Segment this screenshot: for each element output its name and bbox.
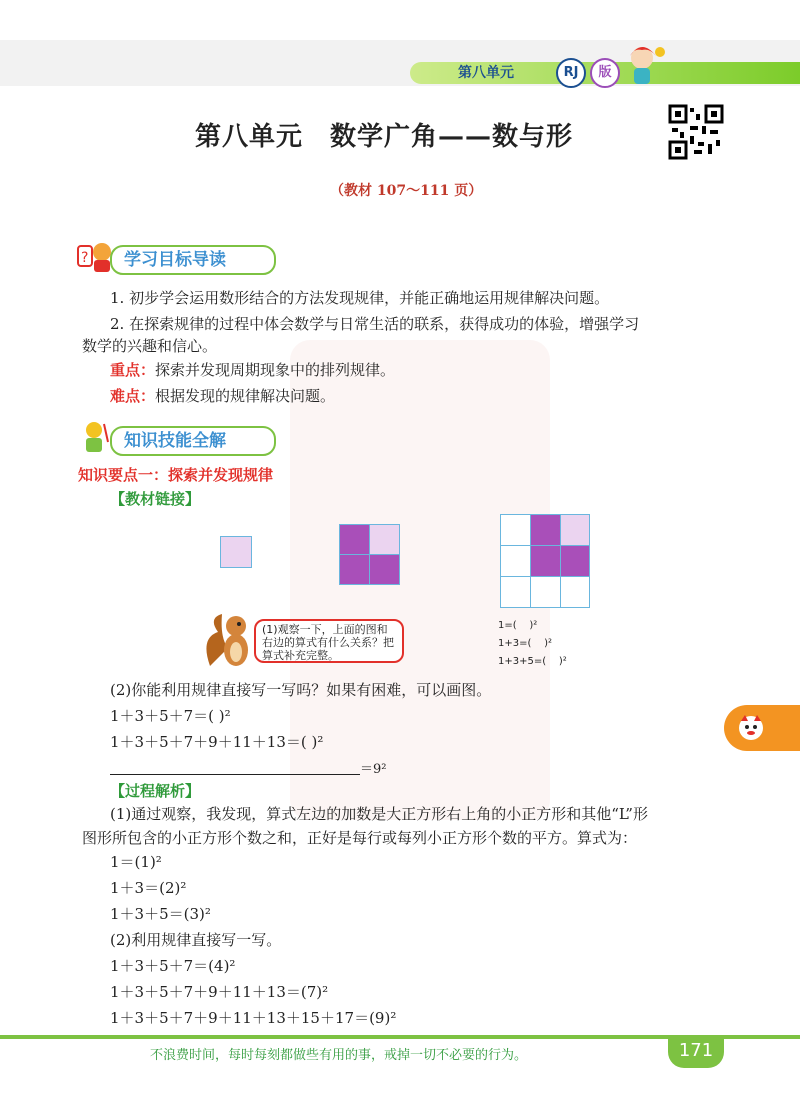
fox-face-icon <box>736 713 766 743</box>
squirrel-mascot-icon <box>204 608 256 670</box>
page-subtitle: （教材 107～111 页） <box>330 183 483 199</box>
grid-square <box>530 514 561 546</box>
goal-item-1: 1. 初步学会运用数形结合的方法发现规律，并能正确地运用规律解决问题。 <box>110 289 610 307</box>
grid-square <box>560 576 590 608</box>
grid-square <box>339 524 370 555</box>
cartoon-writer-icon <box>76 420 112 456</box>
section-heading-skills: 知识技能全解 <box>110 426 276 456</box>
difficulty-point <box>110 386 335 406</box>
grid-square <box>339 554 370 585</box>
question-2-equation-2: 1＋3＋5＋7＋9＋11＋13＝( )² <box>110 733 324 751</box>
analysis-2-equation: 1＋3＋5＋7＋9＋11＋13＝(7)² <box>110 983 329 1001</box>
difficulty-label: 难点： <box>110 387 156 405</box>
analysis-equation: 1＝(1)² <box>110 853 162 871</box>
unit-label: 第八单元 <box>458 65 514 81</box>
page-number: 171 <box>668 1036 724 1068</box>
key-point-text: 探索并发现周期现象中的排列规律。 <box>155 361 396 379</box>
grid-square <box>560 545 590 577</box>
analysis-equation: 1＋3＋5＝(3)² <box>110 905 211 923</box>
question-bubble: (1)观察一下，上面的图和右边的算式有什么关系？把算式补充完整。 <box>254 619 404 663</box>
question-2: (2)你能利用规律直接写一写吗？如果有困难，可以画图。 <box>110 681 492 699</box>
grid-square <box>220 536 252 568</box>
key-point-label: 重点： <box>110 361 156 379</box>
grid-square <box>369 524 400 555</box>
side-tab[interactable] <box>724 705 800 751</box>
section-heading-goals: 学习目标导读 <box>110 245 276 275</box>
textbook-link-label: 【教材链接】 <box>110 490 201 508</box>
rj-badge: RJ <box>556 58 586 88</box>
grid-square <box>500 545 531 577</box>
page-title: 第八单元 数学广角——数与形 <box>195 122 574 152</box>
footer-motto: 不浪费时间，每时每刻都做些有用的事，戒掉一切不必要的行为。 <box>150 1048 528 1063</box>
svg-text:?: ? <box>81 250 89 266</box>
goal-item-2-line2: 数学的兴趣和信心。 <box>82 337 218 355</box>
small-equation-2: 1+3=( )² <box>498 638 553 649</box>
answer-blank-line <box>110 774 360 775</box>
analysis-1-line2: 图形所包含的小正方形个数之和，正好是每行或每列小正方形个数的平方。算式为： <box>82 829 638 847</box>
question-2-equation-3: ＝9² <box>360 762 387 777</box>
edition-badge: 版 <box>590 58 620 88</box>
grid-square <box>530 545 561 577</box>
grid-square <box>500 576 531 608</box>
grid-square <box>500 514 531 546</box>
analysis-equation: 1＋3＝(2)² <box>110 879 187 897</box>
analysis-label: 【过程解析】 <box>110 782 201 800</box>
analysis-2-equation: 1＋3＋5＋7＋9＋11＋13＋15＋17＝(9)² <box>110 1009 397 1027</box>
analysis-2-equation: 1＋3＋5＋7＝(4)² <box>110 957 236 975</box>
analysis-1-line1: (1)通过观察，我发现，算式左边的加数是大正方形右上角的小正方形和其他“L”形 <box>110 805 648 823</box>
knowledge-point-1: 知识要点一：探索并发现规律 <box>78 466 274 484</box>
small-equation-3: 1+3+5=( )² <box>498 656 567 667</box>
key-point <box>110 360 395 380</box>
grid-square <box>369 554 400 585</box>
grid-square <box>560 514 590 546</box>
goal-item-2-line1: 2. 在探索规律的过程中体会数学与日常生活的联系，获得成功的体验，增强学习 <box>110 315 640 333</box>
question-2-equation-1: 1＋3＋5＋7＝( )² <box>110 707 231 725</box>
qr-code-icon[interactable] <box>668 104 724 160</box>
grid-square <box>530 576 561 608</box>
girl-mascot-icon <box>620 42 670 88</box>
difficulty-text: 根据发现的规律解决问题。 <box>155 387 336 405</box>
small-equation-1: 1=( )² <box>498 620 538 631</box>
analysis-2: (2)利用规律直接写一写。 <box>110 931 282 949</box>
